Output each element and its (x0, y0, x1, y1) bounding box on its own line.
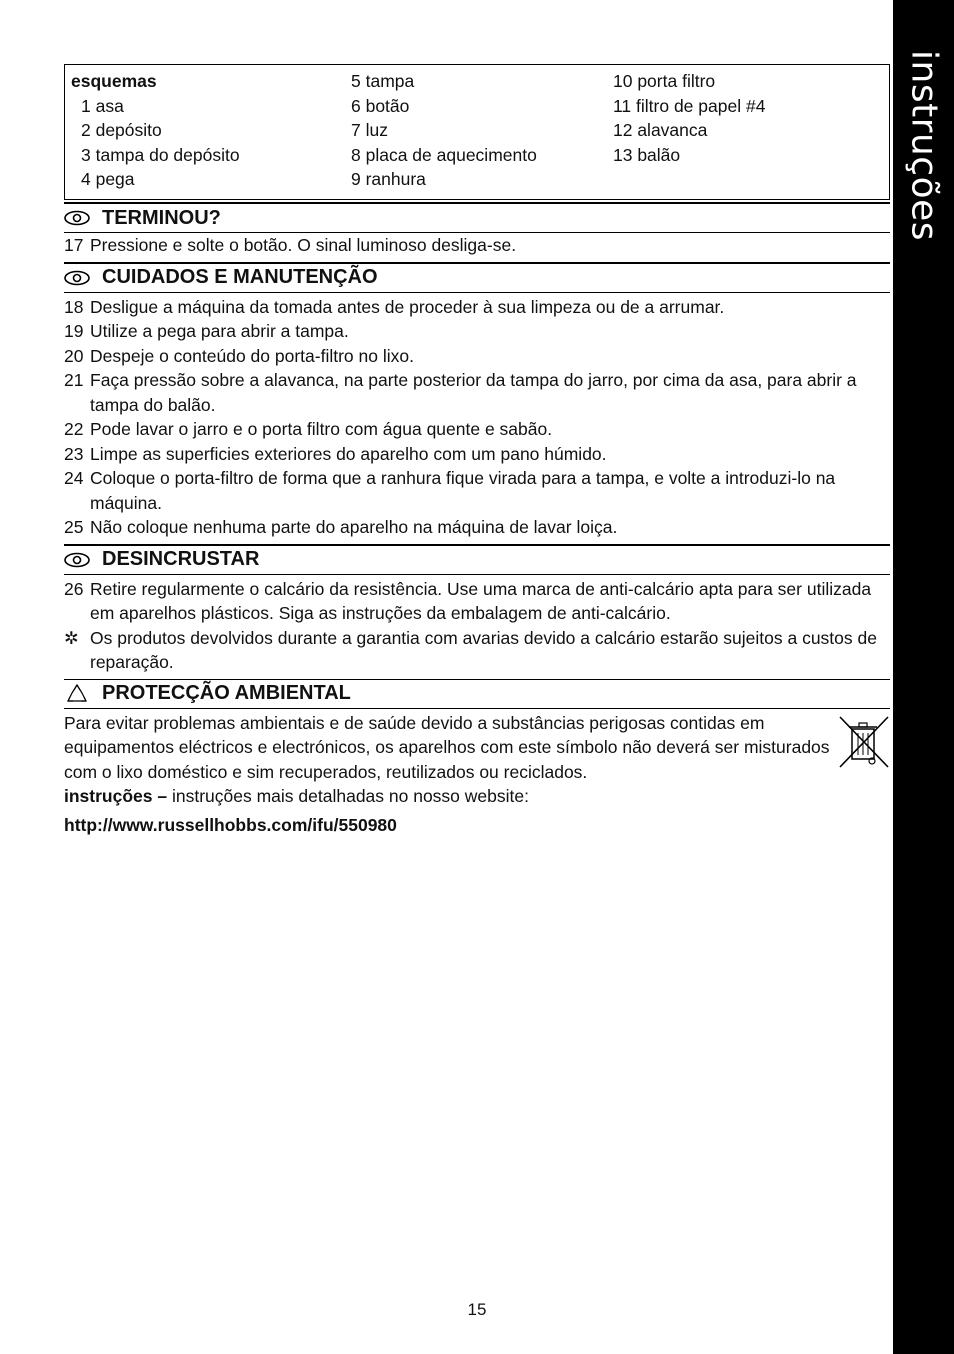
list-item (64, 295, 890, 320)
list-item (64, 626, 890, 675)
instructions-line (64, 784, 890, 809)
item-number: 22 (64, 419, 84, 439)
website-link[interactable]: http://www.russellhobbs.com/ifu/550980 (64, 814, 397, 835)
instructions-label: instruções – (64, 786, 168, 806)
parts-item: 10 porta filtro (613, 71, 716, 91)
section-title: CUIDADOS E MANUTENÇÃO (102, 266, 378, 288)
parts-item: 8 placa de aquecimento (351, 144, 537, 165)
list-item (64, 319, 890, 344)
item-number: 18 (64, 296, 84, 317)
parts-item: 11 filtro de papel #4 (613, 95, 766, 116)
sidebar-label (895, 50, 953, 250)
section-cuidados-heading (64, 262, 890, 293)
item-text: Os produtos devolvidos durante a garantia com avarias devido a calcário estarão sujeitos a custos de reparação. (90, 627, 877, 672)
warning-icon: ✲ (64, 627, 79, 648)
item-text: Desligue a máquina da tomada antes de proceder à sua limpeza ou de a arrumar. (90, 296, 725, 317)
parts-item: 4 pega (81, 169, 135, 189)
item-text: Retire regularmente o calcário da resistência. Use uma marca de anti-calcário apta para ser utilizada em aparelhos plásticos. Siga as instruções da embalagem de anti-calcário. (90, 578, 872, 623)
section-title: TERMINOU? (102, 206, 221, 229)
item-number: 24 (64, 468, 84, 488)
list-item (64, 577, 890, 626)
parts-list-box (64, 64, 890, 200)
parts-item: 13 balão (613, 144, 681, 165)
parts-title: esquemas (71, 71, 157, 91)
item-text: Pode lavar o jarro e o porta filtro com água quente e sabão. (90, 419, 553, 439)
item-text: Não coloque nenhuma parte do aparelho na máquina de lavar loiça. (90, 517, 618, 537)
item-text: Limpe as superficies exteriores do aparelho com um pano húmido. (90, 443, 607, 464)
parts-item: 3 tampa do depósito (81, 144, 240, 165)
weee-bin-icon (838, 715, 890, 774)
eye-icon (64, 209, 90, 227)
item-text: Pressione e solte o botão. O sinal luminoso desliga-se. (90, 235, 517, 255)
item-number: 25 (64, 517, 84, 537)
section-desincrustar-heading (64, 544, 890, 575)
eye-icon (64, 269, 90, 287)
parts-item: 6 botão (351, 95, 410, 116)
sidebar-label-text: instruções (903, 50, 945, 242)
parts-column-1 (71, 69, 240, 192)
parts-item: 1 asa (81, 95, 124, 116)
item-number: 21 (64, 370, 84, 390)
parts-column-2 (351, 69, 537, 192)
eye-icon (64, 551, 90, 569)
parts-column-3 (613, 69, 765, 167)
section-terminou-heading (64, 202, 890, 233)
item-text: Faça pressão sobre a alavanca, na parte posterior da tampa do jarro, por cima da asa, para abrir a tampa do balão. (90, 370, 857, 415)
parts-item: 7 luz (351, 120, 388, 140)
parts-item: 12 alavanca (613, 120, 708, 140)
ambiental-text: Para evitar problemas ambientais e de saúde devido a substâncias perigosas contidas em equipamentos eléctricos e electrónicos, os aparelhos com este símbolo não deverá ser misturados com o lixo doméstico e sim recuperados, reutilizados ou reciclados. (64, 712, 830, 782)
recycle-icon (64, 685, 90, 703)
instructions-text: instruções mais detalhadas no nosso website: (167, 786, 529, 806)
list-item (64, 233, 890, 258)
section-title: PROTECÇÃO AMBIENTAL (102, 682, 351, 704)
list-item (64, 442, 890, 467)
list-item (64, 466, 890, 515)
list-item (64, 515, 890, 540)
item-number: 23 (64, 443, 84, 464)
list-item (64, 344, 890, 369)
list-item (64, 417, 890, 442)
parts-item: 9 ranhura (351, 169, 426, 189)
item-text: Utilize a pega para abrir a tampa. (90, 321, 349, 341)
item-number: 20 (64, 345, 84, 366)
page-content (64, 64, 890, 836)
item-number: 26 (64, 578, 84, 599)
section-ambiental-heading (64, 679, 890, 709)
parts-item: 5 tampa (351, 71, 415, 91)
item-text: Despeje o conteúdo do porta-filtro no lixo. (90, 345, 414, 366)
item-text: Coloque o porta-filtro de forma que a ranhura fique virada para a tampa, e volte a introduzi-lo na máquina. (90, 468, 836, 513)
item-number: 19 (64, 321, 84, 341)
parts-item: 2 depósito (81, 120, 162, 140)
item-number: 17 (64, 235, 84, 255)
section-title: DESINCRUSTAR (102, 548, 260, 570)
list-item (64, 368, 890, 417)
page-number: 15 (467, 1300, 487, 1319)
